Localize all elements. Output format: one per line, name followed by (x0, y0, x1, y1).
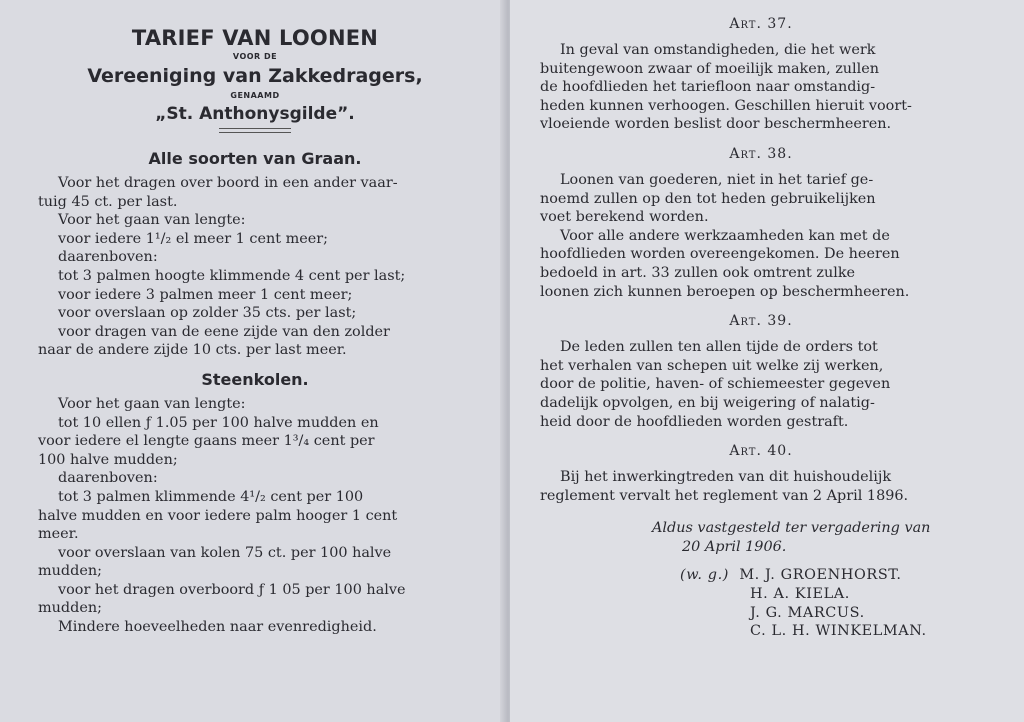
article-38-text (540, 171, 982, 301)
guild-name: „St. Anthonysgilde”. (155, 104, 355, 124)
text-line: voor iedere 1¹/₂ el meer 1 cent meer; (58, 230, 329, 247)
text-line: Voor het dragen over boord in een ander vaar- (58, 175, 398, 191)
text-line: voor iedere el lengte gaans meer 1³/₄ cent per (38, 433, 375, 450)
text-line: heid door de hoofdlieden worden gestraft. (540, 413, 849, 430)
text-line: Voor het gaan van lengte: (58, 212, 246, 229)
article-heading-38: Art. 38. (729, 145, 793, 162)
section-heading-graan: Alle soorten van Graan. (148, 149, 362, 168)
text-line: door de politie, haven- of schiemeester gegeven (540, 376, 891, 393)
signatures-block (540, 566, 982, 640)
text-line: daarenboven: (58, 470, 158, 487)
header-block (38, 26, 472, 133)
article-37-text (540, 41, 982, 134)
text-line: loonen zich kunnen beroepen op beschermheeren. (540, 283, 910, 300)
right-page (510, 0, 1024, 722)
voor-de-label: VOOR DE (232, 52, 278, 61)
text-line: vloeiende worden beslist door beschermheeren. (540, 116, 892, 133)
text-line: buitengewoon zwaar of moeilijk maken, zullen (540, 60, 880, 77)
closing-line: Aldus vastgesteld ter vergadering van (652, 520, 931, 537)
text-line: voor overslaan op zolder 35 cts. per last; (58, 305, 357, 322)
text-line: tot 10 ellen ƒ 1.05 per 100 halve mudden en (58, 414, 379, 431)
signatory-name: J. G. MARCUS. (750, 604, 865, 621)
text-line: tuig 45 ct. per last. (38, 193, 178, 210)
steenkolen-text (38, 395, 472, 637)
signature-line (680, 566, 982, 585)
society-name: Vereeniging van Zakkedragers, (87, 65, 423, 87)
text-line: In geval van omstandigheden, die het werk (560, 42, 876, 58)
text-line: voet berekend worden. (540, 209, 709, 226)
text-line: Mindere hoeveelheden naar evenredigheid. (58, 619, 377, 636)
text-line: meer. (38, 526, 79, 543)
text-line: Loonen van goederen, niet in het tarief ge- (560, 171, 874, 188)
text-line: de hoofdlieden het tariefloon naar omstandig- (540, 79, 876, 96)
text-line: mudden; (38, 563, 102, 580)
decorative-rule (219, 128, 291, 133)
text-line: 100 halve mudden; (38, 451, 178, 468)
page-title: TARIEF VAN LOONEN (131, 26, 379, 50)
text-line: tot 3 palmen klimmende 4¹/₂ cent per 100 (58, 488, 364, 505)
text-line: dadelijk opvolgen, en bij weigering of nalatig- (540, 394, 875, 411)
text-line: naar de andere zijde 10 cts. per last meer. (38, 342, 347, 359)
text-line: bedoeld in art. 33 zullen ook omtrent zulke (540, 264, 856, 281)
text-line: heden kunnen verhoogen. Geschillen hieruit voort- (540, 97, 912, 114)
text-line: voor het dragen overboord ƒ 1 05 per 100 halve (58, 581, 406, 598)
text-line: hoofdlieden worden overeengekomen. De heeren (540, 246, 900, 263)
wg-label: (w. g.) (680, 567, 729, 584)
closing-statement (540, 519, 982, 556)
left-page (0, 0, 506, 722)
article-39-text (540, 338, 982, 431)
text-line: mudden; (38, 600, 102, 617)
text-line: voor dragen van de eene zijde van den zolder (58, 323, 390, 340)
text-line: noemd zullen op den tot heden gebruikelijken (540, 190, 876, 207)
text-line: reglement vervalt het reglement van 2 April 1896. (540, 487, 909, 504)
article-40-text (540, 468, 982, 505)
text-line: het verhalen van schepen uit welke zij werken, (540, 357, 884, 374)
signatory-name: M. J. GROENHORST. (739, 567, 902, 584)
signatory-name: H. A. KIELA. (750, 586, 850, 603)
text-line: De leden zullen ten allen tijde de orders tot (560, 339, 878, 356)
text-line: Voor alle andere werkzaamheden kan met de (560, 227, 890, 244)
text-line: daarenboven: (58, 249, 158, 266)
text-line: tot 3 palmen hoogte klimmende 4 cent per last; (58, 267, 406, 284)
closing-date: 20 April 1906. (682, 538, 787, 555)
article-heading-37: Art. 37. (729, 16, 793, 32)
article-heading-40: Art. 40. (729, 443, 793, 460)
graan-text (38, 174, 472, 360)
genaamd-label: GENAAMD (230, 91, 280, 100)
section-heading-steenkolen: Steenkolen. (201, 369, 309, 389)
text-line: voor overslaan van kolen 75 ct. per 100 halve (58, 544, 392, 561)
text-line: Voor het gaan van lengte: (58, 395, 246, 412)
text-line: voor iedere 3 palmen meer 1 cent meer; (58, 286, 353, 303)
article-heading-39: Art. 39. (729, 313, 793, 330)
text-line: halve mudden en voor iedere palm hooger 1 cent (38, 507, 398, 524)
text-line: Bij het inwerkingtreden van dit huishoudelijk (560, 469, 892, 486)
signatory-name: C. L. H. WINKELMAN. (750, 623, 927, 640)
